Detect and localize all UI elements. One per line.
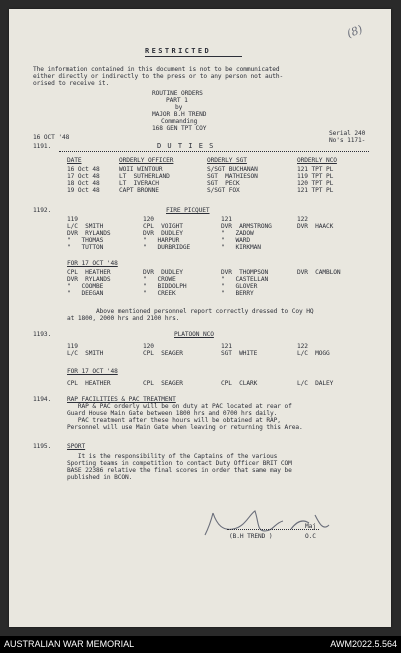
fp17-name: " CREEK — [143, 290, 176, 297]
fp-name: DVR HAACK — [297, 223, 334, 230]
fp-note-line-2: at 1800, 2000 hrs and 2100 hrs. — [67, 315, 180, 322]
fp-name: " DURBRIDGE — [143, 244, 191, 251]
fp-pl-119: 119 — [67, 216, 78, 223]
sport-line-4: published in BCON. — [67, 474, 133, 481]
rap-line-2: Guard House Main Gate between 1800 hrs and 0700 hrs daily. — [67, 410, 278, 417]
fp-name: DVR ARMSTRONG — [221, 223, 272, 230]
rap-line-3: PAC treatment after these hours will be obtained at RAP, — [67, 417, 281, 424]
fp17-name: DVR DUDLEY — [143, 269, 183, 276]
orders-nos: No's 1171- — [329, 137, 366, 144]
fp-pl-122: 122 — [297, 216, 308, 223]
platoon-nco-title: PLATOON NCO — [174, 331, 214, 338]
classification-underline — [145, 56, 242, 57]
duties-date: 19 Oct 48 — [67, 187, 100, 194]
fp17-name: DVR RYLANDS — [67, 276, 111, 283]
section-number-platoon-nco: 1193. — [33, 331, 52, 338]
pnco-name: L/C MOGG — [297, 350, 330, 357]
duties-date: 16 Oct 48 — [67, 166, 100, 173]
fp-for-17-title: FOR 17 OCT '48 — [67, 260, 118, 267]
section-number-fire-picquet: 1192. — [33, 207, 52, 214]
duties-col-date: DATE — [67, 157, 82, 164]
fp-name: " HARPUR — [143, 237, 180, 244]
sport-title: SPORT — [67, 443, 86, 450]
sport-line-2: Sporting teams in competition to contact Duty Officer BRIT COM — [67, 460, 292, 467]
duties-col-sgt: ORDERLY SGT — [207, 157, 247, 164]
pnco-pl: 119 — [67, 343, 78, 350]
orders-part: PART 1 — [166, 97, 188, 104]
notice-line-3: orised to receive it. — [33, 80, 110, 87]
notice-line-2: either directly or indirectly to the press or to any person not auth- — [33, 73, 284, 80]
fp17-name: " BERRY — [221, 290, 254, 297]
duties-dotted-rule — [59, 151, 369, 152]
fp17-name: DVR CAMBLON — [297, 269, 341, 276]
fp-name: DVR DUDLEY — [143, 230, 183, 237]
fp-name: DVR RYLANDS — [67, 230, 111, 237]
fp17-name: DVR THOMPSON — [221, 269, 269, 276]
pnco-name: CPL SEAGER — [143, 350, 183, 357]
signature-name: (B.H TREND ) — [229, 533, 273, 540]
section-number-rap: 1194. — [33, 396, 52, 403]
fp-name: " WARD — [221, 237, 251, 244]
fp-pl-121: 121 — [221, 216, 232, 223]
duties-title: D U T I E S — [157, 142, 215, 150]
archive-footer — [0, 636, 401, 653]
fp17-name: " BIDDOLPH — [143, 283, 187, 290]
pnco-pl: 122 — [297, 343, 308, 350]
signature-role: O.C — [305, 533, 316, 540]
orders-by: by — [175, 104, 183, 111]
pnco17-name: CPL SEAGER — [143, 380, 183, 387]
orders-officer: MAJOR B.H TREND — [152, 111, 207, 118]
orders-serial: Serial 240 — [329, 130, 366, 137]
duties-nco: 121 TPT PL — [297, 187, 334, 194]
duties-date: 17 Oct 48 — [67, 173, 100, 180]
orders-commanding: Commanding — [161, 118, 198, 125]
fp-note-line-1: Above mentioned personnel report correctly dressed to Coy HQ — [96, 308, 314, 315]
duties-sgt: S/SGT FOX — [207, 187, 240, 194]
duties-col-officer: ORDERLY OFFICER — [119, 157, 174, 164]
rap-line-1: RAP & PAC orderly will be on duty at PAC located at rear of — [67, 403, 292, 410]
fp17-name: " CASTELLAN — [221, 276, 269, 283]
duties-officer: LT IVERACH — [119, 180, 159, 187]
pnco-for-17-title: FOR 17 OCT '48 — [67, 368, 118, 375]
footer-institution: AUSTRALIAN WAR MEMORIAL — [4, 639, 135, 649]
fp-name: L/C SMITH — [67, 223, 104, 230]
fp-name: " THOMAS — [67, 237, 104, 244]
duties-officer: CAPT BRONNE — [119, 187, 159, 194]
fp-name: " ZADOW — [221, 230, 254, 237]
duties-col-nco: ORDERLY NCO — [297, 157, 337, 164]
duties-sgt: SGT MATHIESON — [207, 173, 258, 180]
sport-line-1: It is the responsibility of the Captains of the various — [67, 453, 278, 460]
pnco-name: L/C SMITH — [67, 350, 104, 357]
duties-nco: 121 TPT PL — [297, 166, 334, 173]
rap-title: RAP FACILITIES & PAC TREATMENT — [67, 396, 176, 403]
section-number-duties: 1191. — [33, 143, 52, 150]
notice-line-1: The information contained in this document is not to be communicated — [33, 66, 280, 73]
fire-picquet-title: FIRE PICQUET — [166, 207, 210, 214]
fp-pl-120: 120 — [143, 216, 154, 223]
classification-heading: RESTRICTED — [145, 47, 212, 55]
fp17-name: " GLOVER — [221, 283, 258, 290]
fp17-name: " COOMBE — [67, 283, 104, 290]
document-page — [9, 9, 391, 627]
duties-sgt: S/SGT BUCHANAN — [207, 166, 258, 173]
footer-reference: AWM2022.5.564 — [330, 639, 397, 649]
pnco17-name: CPL CLARK — [221, 380, 258, 387]
fp17-name: " DEEGAN — [67, 290, 104, 297]
duties-sgt: SGT PECK — [207, 180, 240, 187]
pnco17-name: CPL HEATHER — [67, 380, 111, 387]
sport-line-3: BASE 22386 relative the final scores in order that same may be — [67, 467, 292, 474]
duties-officer: WOII WINTOUR — [119, 166, 163, 173]
fp-name: CPL VOIGHT — [143, 223, 183, 230]
duties-officer: LT SUTHERLAND — [119, 173, 170, 180]
duties-date: 18 Oct 48 — [67, 180, 100, 187]
rap-line-4: Personnel will use Main Gate when leaving or returning this Area. — [67, 424, 303, 431]
pnco-pl: 121 — [221, 343, 232, 350]
pnco17-name: L/C DALEY — [297, 380, 334, 387]
orders-unit: 168 GEN TPT COY — [152, 125, 207, 132]
pnco-pl: 120 — [143, 343, 154, 350]
orders-date: 16 OCT '48 — [33, 134, 70, 141]
margin-note: (8) — [345, 22, 365, 41]
duties-nco: 120 TPT PL — [297, 180, 334, 187]
fp17-name: " CROWE — [143, 276, 176, 283]
pnco-name: SGT WHITE — [221, 350, 258, 357]
fp17-name: CPL HEATHER — [67, 269, 111, 276]
section-number-sport: 1195. — [33, 443, 52, 450]
fp-name: " TUTTON — [67, 244, 104, 251]
orders-title: ROUTINE ORDERS — [152, 90, 203, 97]
duties-nco: 119 TPT PL — [297, 173, 334, 180]
signature-rank: Maj — [305, 523, 316, 530]
fp-name: " KIRKMAN — [221, 244, 261, 251]
